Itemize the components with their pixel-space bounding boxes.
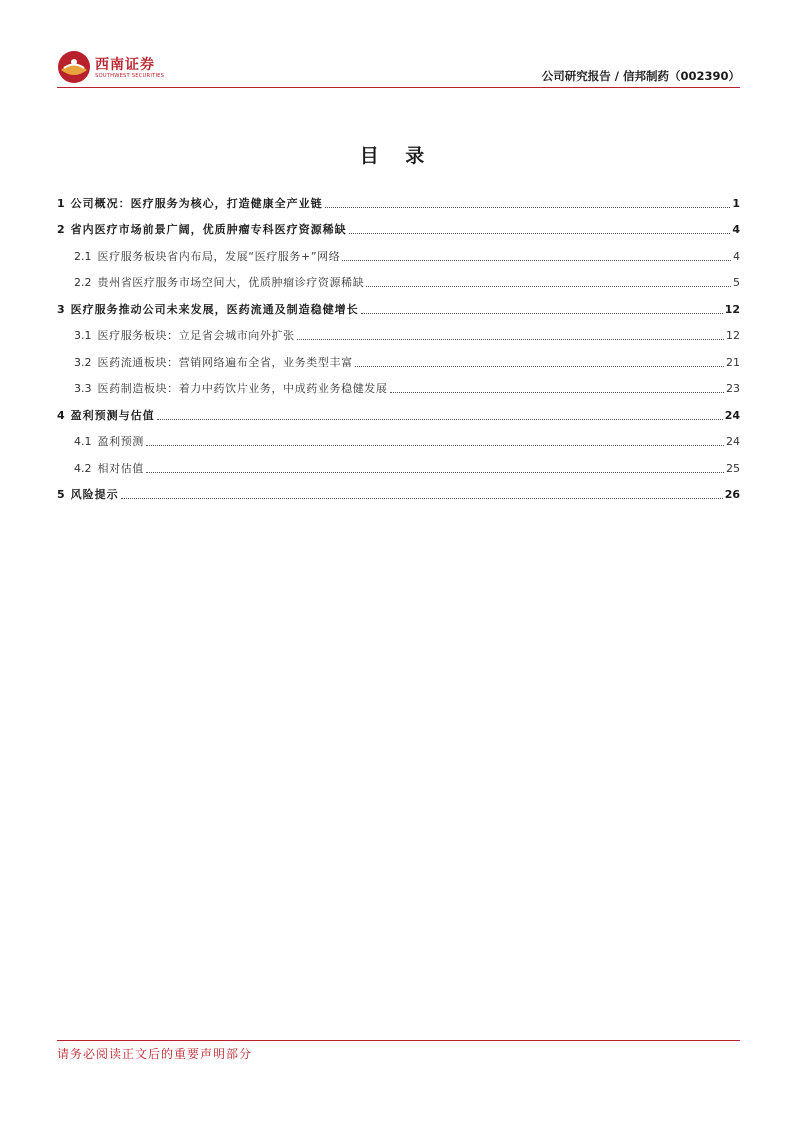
toc-title: 目 录: [359, 145, 435, 167]
logo-emblem-icon: [57, 50, 91, 84]
toc-entry-title[interactable]: 医疗服务推动公司未来发展，医药流通及制造稳健增长: [70, 302, 359, 316]
toc-entry-page[interactable]: 4: [733, 249, 740, 263]
header-divider: [57, 87, 740, 88]
toc-dot-leader: [121, 498, 723, 499]
toc-dot-leader: [361, 313, 723, 314]
toc-entry-page[interactable]: 25: [726, 461, 740, 475]
toc-entry-title[interactable]: 盈利预测: [97, 435, 144, 448]
toc-entry-number: 3.1: [74, 329, 92, 342]
toc-dot-leader: [146, 445, 724, 446]
toc-entry-title[interactable]: 医疗服务板块：立足省会城市向外扩张: [97, 329, 295, 342]
toc-entry-number: 2.1: [74, 249, 92, 263]
toc-entry-page[interactable]: 1: [732, 196, 740, 210]
toc-entry[interactable]: [57, 423, 740, 450]
toc-entry-page[interactable]: 21: [726, 355, 740, 369]
toc-entry-title[interactable]: 医药制造板块：着力中药饮片业务，中成药业务稳健发展: [97, 382, 388, 395]
toc-dot-leader: [325, 207, 731, 208]
toc-entry-title[interactable]: 风险提示: [70, 488, 119, 501]
toc-entry[interactable]: [57, 211, 740, 238]
toc-entry[interactable]: [57, 184, 740, 211]
toc-dot-leader: [349, 233, 731, 234]
logo-english-name: SOUTHWEST SECURITIES: [95, 73, 165, 79]
toc-entry-number: 4.1: [74, 435, 92, 448]
toc-entry[interactable]: [57, 317, 740, 344]
toc-entry-page[interactable]: 12: [726, 329, 740, 342]
toc-entry-title[interactable]: 医药流通板块：营销网络遍布全省，业务类型丰富: [97, 355, 353, 369]
toc-entry-number: 1: [57, 196, 65, 210]
toc-entry-title[interactable]: 公司概况：医疗服务为核心，打造健康全产业链: [70, 196, 323, 210]
toc-entry-page[interactable]: 23: [726, 382, 740, 395]
toc-entry-page[interactable]: 5: [733, 276, 740, 289]
toc-dot-leader: [390, 392, 725, 393]
footer-disclaimer: 请务必阅读正文后的重要声明部分: [57, 1047, 253, 1061]
toc-entry-number: 3.3: [74, 382, 92, 395]
toc-entry-number: 3.2: [74, 355, 92, 369]
toc-entry[interactable]: [57, 343, 740, 370]
toc-dot-leader: [342, 260, 731, 261]
page-header: [57, 44, 740, 90]
toc-entry-page[interactable]: 4: [732, 223, 740, 236]
table-of-contents: [57, 184, 740, 502]
toc-entry-number: 4.2: [74, 461, 92, 475]
footer-divider: [57, 1040, 740, 1041]
toc-entry-page[interactable]: 24: [724, 408, 740, 422]
toc-entry-page[interactable]: 24: [726, 435, 740, 448]
toc-entry[interactable]: [57, 237, 740, 264]
toc-entry-number: 2.2: [74, 276, 92, 289]
toc-dot-leader: [355, 366, 724, 367]
company-logo: [57, 46, 187, 86]
toc-dot-leader: [366, 286, 731, 287]
toc-entry[interactable]: [57, 370, 740, 397]
toc-dot-leader: [297, 339, 724, 340]
logo-chinese-name: 西南证券: [95, 57, 155, 73]
toc-entry[interactable]: [57, 290, 740, 317]
toc-dot-leader: [157, 419, 723, 420]
toc-entry-page[interactable]: 26: [724, 488, 740, 501]
report-title: 公司研究报告 / 信邦制药（002390）: [541, 69, 740, 83]
toc-entry[interactable]: [57, 449, 740, 476]
toc-entry-number: 3: [57, 302, 65, 316]
toc-entry-title[interactable]: 相对估值: [97, 461, 144, 475]
toc-entry-title[interactable]: 省内医疗市场前景广阔，优质肿瘤专科医疗资源稀缺: [70, 223, 347, 236]
toc-dot-leader: [146, 472, 724, 473]
toc-entry-title[interactable]: 盈利预测与估值: [70, 408, 155, 422]
toc-entry-number: 2: [57, 223, 65, 236]
toc-entry[interactable]: [57, 476, 740, 503]
toc-entry-number: 5: [57, 488, 65, 501]
toc-entry[interactable]: [57, 264, 740, 291]
toc-entry[interactable]: [57, 396, 740, 423]
toc-entry-page[interactable]: 12: [724, 302, 740, 316]
toc-entry-title[interactable]: 贵州省医疗服务市场空间大，优质肿瘤诊疗资源稀缺: [97, 276, 365, 289]
toc-entry-title[interactable]: 医疗服务板块省内布局，发展“医疗服务+”网络: [97, 249, 341, 263]
toc-entry-number: 4: [57, 408, 65, 422]
